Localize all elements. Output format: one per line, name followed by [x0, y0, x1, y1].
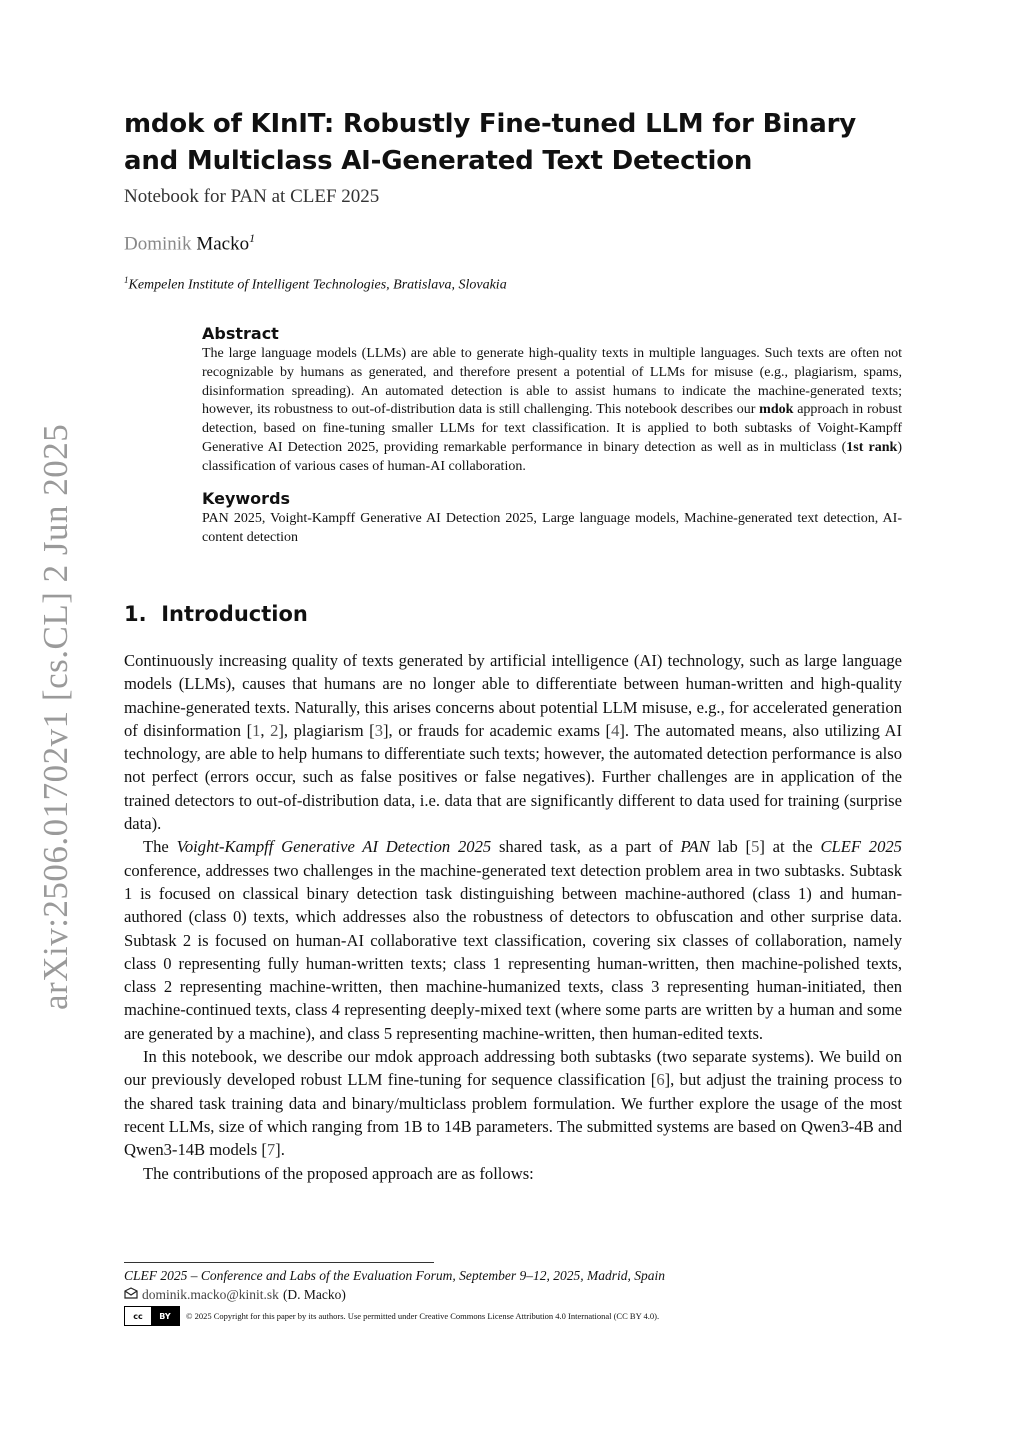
- paragraph-2: The Voight-Kampff Generative AI Detection 2025 shared task, as a part of PAN lab [5] at the CLEF 2025 conference, addresses two challenges in the machine-generated text detection problem area in two subtasks. Subtask 1 is focused on classical binary detection task distinguishing between machine-authored (class 1) and human-authored (class 0) texts, which addresses also the robustness of detectors to obfuscation and other surprise data. Subtask 2 is focused on human-AI collaborative text classification, covering six classes of collaboration, namely class 0 representing fully human-written texts; class 1 representing human-written, then machine-polished texts, class 2 representing machine-written, then machine-humanized texts, class 3 representing human-initiated, then machine-continued texts, class 4 representing deeply-mixed text (where some parts are written by a human and some are generated by a machine), and class 5 representing machine-written, then human-edited texts.: [124, 837, 902, 1043]
- citation-link[interactable]: 4: [611, 720, 620, 740]
- abstract-section: [202, 324, 902, 477]
- cc-by-license-icon: [124, 1306, 180, 1326]
- paragraph-4: The contributions of the proposed approach are as follows:: [143, 1163, 534, 1183]
- paper-title: mdok of KInIT: Robustly Fine-tuned LLM for Binary and Multiclass AI-Generated Text Detection: [124, 109, 856, 176]
- email-owner: (D. Macko): [282, 1287, 346, 1302]
- keywords-heading: Keywords: [202, 489, 291, 508]
- citation-link[interactable]: 5: [751, 837, 760, 857]
- section-title: Introduction: [161, 602, 308, 626]
- abstract-bold-mdok: mdok: [759, 402, 794, 418]
- paragraph-3: In this notebook, we describe our mdok approach addressing both subtasks (two separate systems). We build on our previously developed robust LLM fine-tuning for sequence classification [6], but adjust the training process to the shared task training data and binary/multiclass problem formulation. We further explore the usage of the most recent LLMs, size of which ranging from 1B to 14B parameters. The submitted systems are based on Qwen3-4B and Qwen3-14B models [7].: [124, 1047, 902, 1160]
- affiliation-text: Kempelen Institute of Intelligent Technologies, Bratislava, Slovakia: [128, 277, 507, 293]
- affiliation-mark: 1: [124, 275, 129, 285]
- affiliation: [124, 275, 507, 294]
- author-line: [124, 231, 255, 255]
- abstract-bold-rank: 1st rank: [846, 439, 898, 455]
- author-given-name: Dominik: [124, 233, 192, 255]
- introduction-body: [124, 649, 902, 1185]
- citation-link[interactable]: 2: [270, 720, 279, 740]
- citation-link[interactable]: 1: [252, 720, 261, 740]
- keywords-section: [202, 489, 902, 548]
- author-affiliation-mark: 1: [249, 231, 256, 245]
- footnote-conference: CLEF 2025 – Conference and Labs of the Evaluation Forum, September 9–12, 2025, Madrid, Spain: [124, 1268, 665, 1283]
- license-row: [124, 1306, 659, 1326]
- author-family-name: Macko: [196, 233, 250, 255]
- envelope-icon: [124, 1287, 138, 1303]
- footnote-email-row: [124, 1287, 346, 1303]
- section-number: 1.: [124, 602, 147, 626]
- arxiv-identifier-stamp: arXiv:2506.01702v1 [cs.CL] 2 Jun 2025: [36, 423, 75, 1010]
- paper-subtitle: Notebook for PAN at CLEF 2025: [124, 186, 380, 207]
- citation-link[interactable]: 7: [266, 1140, 276, 1160]
- citation-link[interactable]: 6: [656, 1070, 665, 1090]
- section-heading-introduction: [124, 602, 308, 626]
- cc-badge-cc: cc: [125, 1307, 151, 1325]
- paragraph-1: Continuously increasing quality of texts generated by artificial intelligence (AI) technology, such as large language models (LLMs), causes that humans are no longer able to differentiate between human-written and high-quality machine-generated texts. Naturally, this arises concerns about potential LLM misuse, e.g., for accelerated generation of disinformation [1, 2], plagiarism [3], or frauds for academic exams [4]. The automated means, also utilizing AI technology, are able to help humans to differentiate such texts; however, the automated detection performance is also not perfect (errors occur, such as false positives or false negatives). Further challenges are in application of the trained detectors to out-of-distribution data, i.e. data that are significantly different to data used for training (surprise data).: [124, 651, 903, 834]
- footnote-divider: [124, 1262, 434, 1263]
- author-email-link[interactable]: dominik.macko@kinit.sk: [142, 1287, 279, 1302]
- citation-link[interactable]: 3: [374, 720, 384, 740]
- cc-badge-by: BY: [151, 1307, 179, 1325]
- keywords-text: PAN 2025, Voight-Kampff Generative AI Detection 2025, Large language models, Machine-generated text detection, AI-content detection: [202, 511, 902, 545]
- abstract-text: The large language models (LLMs) are able to generate high-quality texts in multiple languages. Such texts are often not recognizable by humans as generated, and therefore present a potential of LLMs for misuse (e.g., plagiarism, spams, disinformation spreading). An automated detection is able to assist humans to indicate the machine-generated texts; however, its robustness to out-of-distribution data is still challenging. This notebook describes our mdok approach in robust detection, based on fine-tuning smaller LLMs for text classification. It is applied to both subtasks of Voight-Kampff Generative AI Detection 2025, providing remarkable performance in binary detection as well as in multiclass (1st rank) classification of various cases of human-AI collaboration.: [202, 346, 902, 474]
- license-text: © 2025 Copyright for this paper by its authors. Use permitted under Creative Commons License Attribution 4.0 International (CC BY 4.0).: [186, 1311, 660, 1321]
- abstract-heading: Abstract: [202, 324, 279, 343]
